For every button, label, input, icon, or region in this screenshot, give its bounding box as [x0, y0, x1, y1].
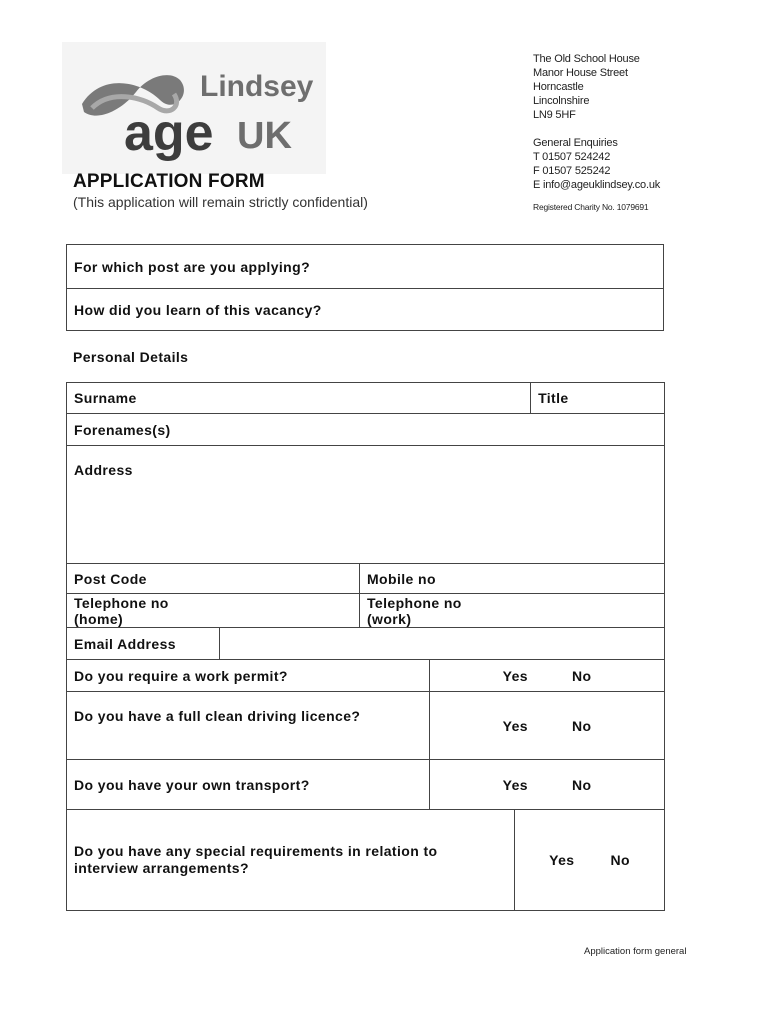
- table-row: [67, 692, 665, 760]
- work-permit-answer: [430, 660, 665, 692]
- special-requirements-label: Do you have any special requirements in relation to: [74, 843, 438, 859]
- work-permit-no-option[interactable]: No: [571, 667, 592, 684]
- enquiries-heading: General Enquiries: [533, 137, 618, 149]
- table-row: [67, 446, 665, 564]
- work-permit-label: Do you require a work permit?: [74, 667, 288, 684]
- telephone-work-label: Telephone no: [367, 594, 462, 611]
- own-transport-label: Do you have your own transport?: [74, 776, 310, 793]
- own-transport-question: [67, 760, 430, 810]
- post-code-label: Post Code: [74, 570, 147, 587]
- address-line: LN9 5HF: [533, 109, 576, 121]
- title-field[interactable]: [531, 383, 665, 414]
- own-transport-yes-option[interactable]: Yes: [502, 776, 528, 793]
- driving-licence-answer: [430, 692, 665, 760]
- personal-details-table: [66, 382, 665, 911]
- email-contact: E info@ageuklindsey.co.uk: [533, 179, 661, 191]
- post-table: [66, 244, 664, 331]
- table-row: [67, 594, 665, 628]
- post-applying-label: For which post are you applying?: [74, 258, 311, 275]
- table-row: [67, 660, 665, 692]
- logo-age-text: age: [124, 104, 214, 162]
- title-label: Title: [538, 390, 569, 406]
- telephone-home-sublabel: (home): [74, 610, 124, 627]
- vacancy-source-field[interactable]: [67, 289, 664, 331]
- table-row: [67, 383, 665, 414]
- address-label: Address: [74, 462, 133, 478]
- telephone-home-field[interactable]: [67, 594, 360, 628]
- forenames-label: Forenames(s): [74, 421, 171, 438]
- telephone-work-field[interactable]: [360, 594, 665, 628]
- own-transport-answer: [430, 760, 665, 810]
- work-permit-yes-option[interactable]: Yes: [502, 667, 528, 684]
- address-field[interactable]: [67, 446, 665, 564]
- special-requirements-label-cont: interview arrangements?: [74, 860, 249, 876]
- fax-number: F 01507 525242: [533, 165, 611, 177]
- email-label: Email Address: [74, 635, 176, 652]
- special-requirements-question: [67, 810, 515, 911]
- surname-field[interactable]: [67, 383, 531, 414]
- table-row: [67, 245, 664, 289]
- email-input-cell[interactable]: [220, 628, 665, 660]
- mobile-field[interactable]: [360, 564, 665, 594]
- own-transport-no-option[interactable]: No: [571, 776, 592, 793]
- telephone-work-sublabel: (work): [367, 610, 412, 627]
- special-requirements-answer: [515, 810, 665, 911]
- table-row: [67, 628, 665, 660]
- table-row: [67, 414, 665, 446]
- table-row: [67, 760, 665, 810]
- special-requirements-yes-option[interactable]: Yes: [549, 852, 575, 868]
- page-title: APPLICATION FORM: [73, 171, 265, 192]
- post-code-field[interactable]: [67, 564, 360, 594]
- post-applying-field[interactable]: [67, 245, 664, 289]
- driving-licence-no-option[interactable]: No: [571, 717, 592, 734]
- telephone-home-label: Telephone no: [74, 594, 169, 611]
- vacancy-source-label: How did you learn of this vacancy?: [74, 301, 322, 318]
- email-label-cell: [67, 628, 220, 660]
- address-line: The Old School House: [533, 53, 640, 65]
- mobile-label: Mobile no: [367, 570, 436, 587]
- age-uk-lindsey-logo: [62, 42, 326, 174]
- work-permit-question: [67, 660, 430, 692]
- telephone-number: T 01507 524242: [533, 151, 611, 163]
- page-subtitle: (This application will remain strictly confidential): [73, 194, 368, 210]
- address-line: Horncastle: [533, 81, 584, 93]
- surname-label: Surname: [74, 390, 137, 406]
- table-row: [67, 810, 665, 911]
- organisation-contact-block: [533, 52, 660, 214]
- logo-uk-text: UK: [237, 115, 292, 157]
- address-line: Manor House Street: [533, 67, 628, 79]
- driving-licence-yes-option[interactable]: Yes: [502, 717, 528, 734]
- driving-licence-label: Do you have a full clean driving licence?: [74, 708, 361, 724]
- personal-details-heading: Personal Details: [73, 349, 189, 365]
- address-line: Lincolnshire: [533, 95, 590, 107]
- table-row: [67, 289, 664, 331]
- table-row: [67, 564, 665, 594]
- forenames-field[interactable]: [67, 414, 665, 446]
- driving-licence-question: [67, 692, 430, 760]
- footer-note: Application form general: [584, 946, 687, 957]
- logo-lindsey-text: Lindsey: [200, 70, 314, 103]
- charity-number: Registered Charity No. 1079691: [533, 202, 649, 212]
- logo-graphic: [62, 42, 326, 174]
- special-requirements-no-option[interactable]: No: [610, 852, 630, 868]
